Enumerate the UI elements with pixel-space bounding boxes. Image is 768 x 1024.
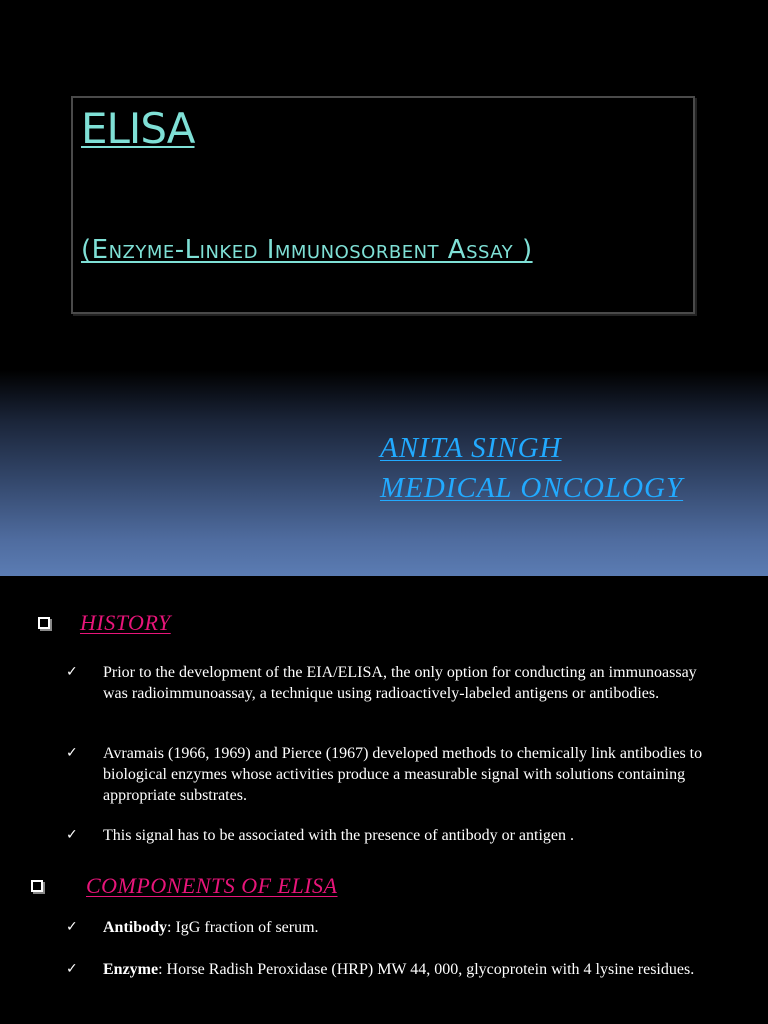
component-description: : Horse Radish Peroxidase (HRP) MW 44, 000, glycoprotein with 4 lysine residues. xyxy=(158,961,695,978)
slide-title: ELISA xyxy=(81,104,195,153)
component-item xyxy=(103,917,706,938)
list-item xyxy=(66,743,706,806)
list-item xyxy=(66,825,706,846)
author-name: ANITA SINGH xyxy=(380,432,562,464)
checkmark-icon: ✓ xyxy=(66,961,78,977)
components-heading-label: COMPONENTS OF ELISA xyxy=(86,873,338,898)
history-heading-label: HISTORY xyxy=(80,610,171,635)
list-item xyxy=(66,959,706,980)
checkbox-square-icon xyxy=(38,617,50,629)
component-description: : IgG fraction of serum. xyxy=(167,919,319,936)
list-item xyxy=(66,917,706,938)
history-heading xyxy=(38,610,171,636)
checkmark-icon: ✓ xyxy=(66,745,78,761)
author-department: MEDICAL ONCOLOGY xyxy=(380,472,684,504)
component-label: Enzyme xyxy=(103,961,159,978)
history-bullet-text: Avramais (1966, 1969) and Pierce (1967) developed methods to chemically link antibodies to biological enzymes whose activities produce a measurable signal with solutions containing appropriate substrates. xyxy=(103,745,703,804)
component-label: Antibody xyxy=(103,919,168,936)
slide-subtitle: (Enzyme-Linked Immunosorbent Assay ) xyxy=(81,235,533,265)
history-slide xyxy=(0,576,768,1024)
components-heading xyxy=(31,873,338,899)
component-item xyxy=(103,959,706,980)
author-block xyxy=(380,428,683,508)
checkmark-icon: ✓ xyxy=(66,827,78,843)
list-item xyxy=(66,662,706,704)
title-box xyxy=(71,96,695,314)
checkbox-square-icon xyxy=(31,880,43,892)
history-bullet-text: This signal has to be associated with the presence of antibody or antigen . xyxy=(103,827,574,844)
history-bullet-text: Prior to the development of the EIA/ELISA, the only option for conducting an immunoassay was radioimmunoassay, a technique using radioactively-labeled antigens or antibodies. xyxy=(103,664,697,702)
checkmark-icon: ✓ xyxy=(66,664,78,680)
checkmark-icon: ✓ xyxy=(66,919,78,935)
